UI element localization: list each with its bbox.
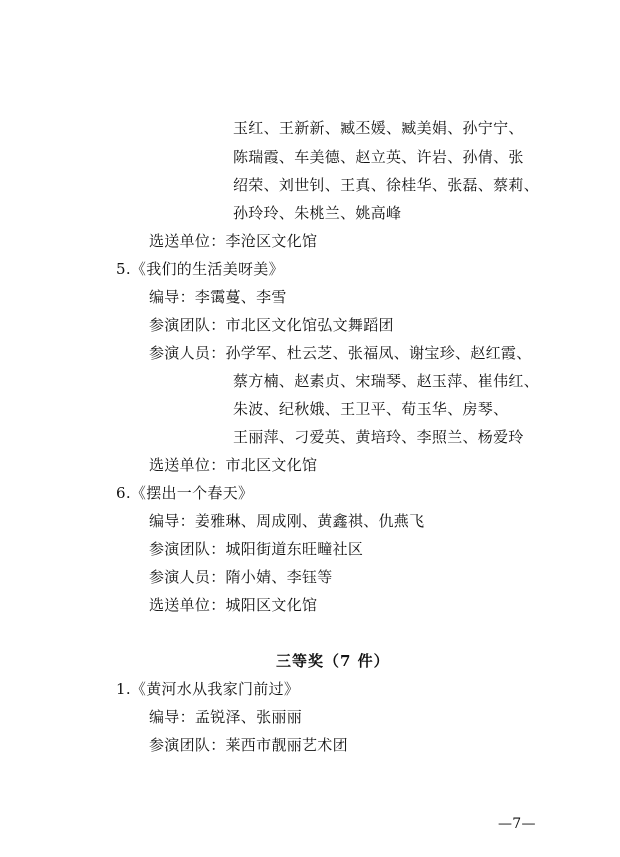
performers-5-line-4: 王丽萍、刁爱英、黄培玲、李照兰、杨爱玲: [233, 428, 524, 446]
team-third-1: 参演团队：莱西市靓丽艺术团: [149, 736, 348, 754]
team-5: 参演团队：市北区文化馆弘文舞蹈团: [149, 316, 394, 334]
entry-title-6: 6.《摆出一个春天》: [116, 484, 254, 502]
performers-continued-4: 孙玲玲、朱桃兰、姚高峰: [233, 204, 402, 222]
performers-5-line-2: 蔡方楠、赵素贞、宋瑞琴、赵玉萍、崔伟红、: [233, 372, 540, 390]
performers-continued-2: 陈瑞霞、车美德、赵立英、许岩、孙倩、张: [233, 148, 524, 166]
third-prize-heading: 三等奖（7 件）: [276, 652, 390, 670]
performers-6: 参演人员：隋小婧、李钰等: [149, 568, 333, 586]
performers-5-line-3: 朱波、纪秋娥、王卫平、荀玉华、房琴、: [233, 400, 509, 418]
entry-title-third-1: 1.《黄河水从我家门前过》: [116, 680, 300, 698]
page-number: —7—: [498, 816, 536, 832]
choreographer-third-1: 编导：孟锐泽、张丽丽: [149, 708, 303, 726]
choreographer-5: 编导：李霭蔓、李雪: [149, 288, 287, 306]
performers-5-line-1: 参演人员：孙学军、杜云芝、张福凤、谢宝珍、赵红霞、: [149, 344, 532, 362]
performers-continued-3: 绍荣、刘世钊、王真、徐桂华、张磊、蔡莉、: [233, 176, 540, 194]
team-6: 参演团队：城阳街道东旺疃社区: [149, 540, 364, 558]
submitting-unit-6: 选送单位：城阳区文化馆: [149, 596, 318, 614]
submitting-unit-5: 选送单位：市北区文化馆: [149, 456, 318, 474]
performers-continued-1: 玉红、王新新、臧丕媛、臧美娟、孙宁宁、: [233, 119, 524, 137]
choreographer-6: 编导：姜雅琳、周成刚、黄鑫祺、仇燕飞: [149, 512, 425, 530]
submitting-unit-4: 选送单位：李沧区文化馆: [149, 232, 318, 250]
entry-title-5: 5.《我们的生活美呀美》: [116, 260, 284, 278]
